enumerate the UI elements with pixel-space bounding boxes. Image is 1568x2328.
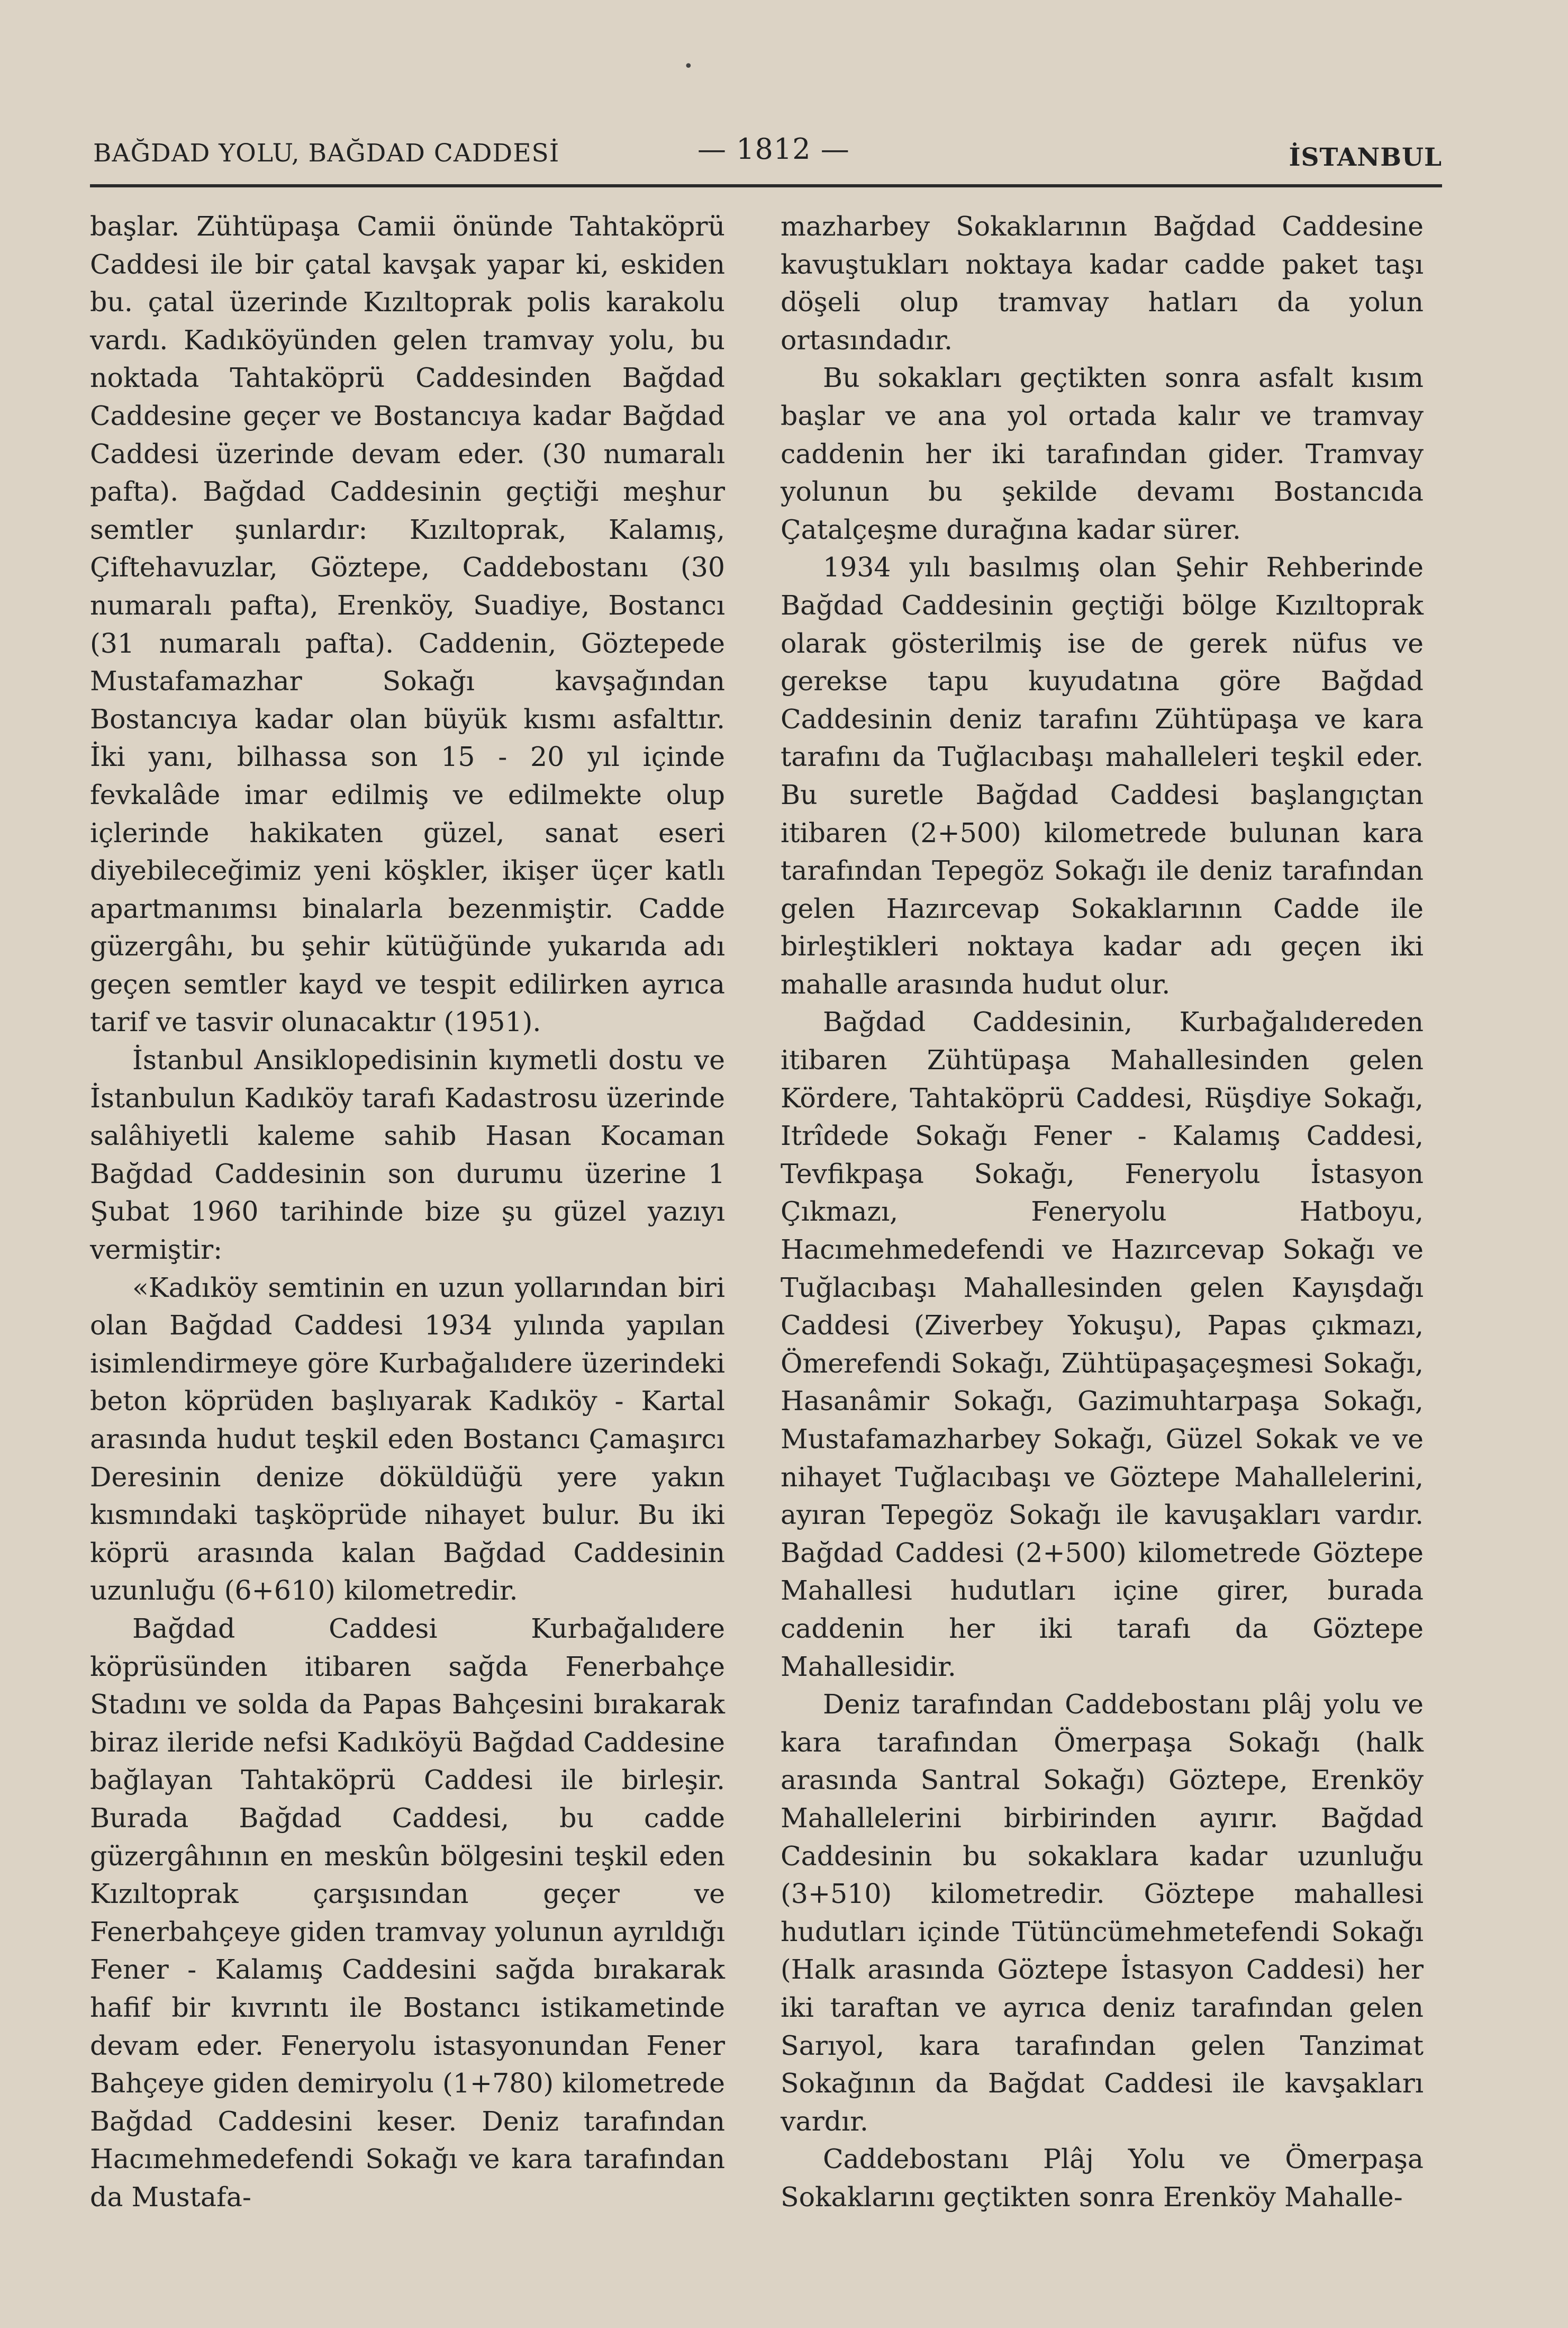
paragraph: Bağdad Caddesi Kurbağalıdere köprüsünden itibaren sağda Fenerbahçe Stadını ve solda da Papas Bahçesini bırakarak biraz ileride nefsi Kadıköyü Bağdad Caddesine bağlayan Tahtaköprü Caddesi ile birleşir. Burada Bağdad Caddesi, bu cadde güzergâhının en meskûn bölgesini teşkil eden Kızıltoprak çarşısından geçer ve Fenerbahçeye giden tramvay yolunun ayrıldığı Fener - Kalamış Caddesini sağda bırakarak hafif bir kıvrıntı ile Bostancı istikametinde devam eder. Feneryolu istasyonundan Fener Bahçeye giden demiryolu (1+780) kilometrede Bağdad Caddesini keser. Deniz tarafından Hacımehmedefendi Sokağı ve kara tarafından da Mustafa- — [90, 1612, 725, 2213]
paragraph: İstanbul Ansiklopedisinin kıymetli dostu ve İstanbulun Kadıköy tarafı Kadastrosu üzerinde salâhiyetli kaleme sahib Hasan Kocaman Bağdad Caddesinin son durumu üzerine 1 Şubat 1960 tarihinde bize şu güzel yazıyı vermiştir: — [90, 1044, 725, 1266]
left-column — [90, 207, 725, 2216]
paragraph: Bağdad Caddesinin, Kurbağalıdereden itibaren Zühtüpaşa Mahallesinden gelen Kördere, Tahtaköprü Caddesi, Rüşdiye Sokağı, Itrîdede Sokağı Fener - Kalamış Caddesi, Tevfikpaşa Sokağı, Feneryolu İstasyon Çıkmazı, Feneryolu Hatboyu, Hacımehmedefendi ve Hazırcevap Sokağı ve Tuğlacıbaşı Mahallesinden gelen Kayışdağı Caddesi (Ziverbey Yokuşu), Papas çıkmazı, Ömerefendi Sokağı, Zühtüpaşaçeşmesi Sokağı, Hasanâmir Sokağı, Gazimuhtarpaşa Sokağı, Mustafamazharbey Sokağı, Güzel Sokak ve ve nihayet Tuğlacıbaşı ve Göztepe Mahallelerini, ayıran Tepegöz Sokağı ile kavuşakları vardır. Bağdad Caddesi (2+500) kilometrede Göztepe Mahallesi hudutları içine girer, burada caddenin her iki tarafı da Göztepe Mahallesidir. — [781, 1006, 1424, 1682]
header-rule — [90, 184, 1442, 187]
header-volume-title: İSTANBUL — [1289, 143, 1442, 172]
paragraph: Bu sokakları geçtikten sonra asfalt kısım başlar ve ana yol ortada kalır ve tramvay caddenin her iki tarafından gider. Tramvay yolunun bu şekilde devamı Bostancıda Çatalçeşme durağına kadar sürer. — [781, 362, 1424, 545]
paragraph: Caddebostanı Plâj Yolu ve Ömerpaşa Sokaklarını geçtikten sonra Erenköy Mahalle- — [781, 2143, 1424, 2213]
header-section-title: BAĞDAD YOLU, BAĞDAD CADDESİ — [93, 139, 560, 168]
paragraph: mazharbey Sokaklarının Bağdad Caddesine kavuştukları noktaya kadar cadde paket taşı döşeli olup tramvay hatları da yolun ortasındadır. — [781, 211, 1424, 356]
paragraph: «Kadıköy semtinin en uzun yollarından biri olan Bağdad Caddesi 1934 yılında yapılan isimlendirmeye göre Kurbağalıdere üzerindeki beton köprüden başlıyarak Kadıköy - Kartal arasında hudut teşkil eden Bostancı Çamaşırcı Deresinin denize döküldüğü yere yakın kısmındaki taşköprüde nihayet bulur. Bu iki köprü arasında kalan Bağdad Caddesinin uzunluğu (6+610) kilometredir. — [90, 1271, 725, 1607]
paragraph: Deniz tarafından Caddebostanı plâj yolu ve kara tarafından Ömerpaşa Sokağı (halk arasında Santral Sokağı) Göztepe, Erenköy Mahallelerini birbirinden ayırır. Bağdad Caddesinin bu sokaklara kadar uzunluğu (3+510) kilometredir. Göztepe mahallesi hudutları içinde Tütüncümehmetefendi Sokağı (Halk arasında Göztepe İstasyon Caddesi) her iki taraftan ve ayrıca deniz tarafından gelen Sarıyol, kara tarafından gelen Tanzimat Sokağının da Bağdat Caddesi ile kavşakları vardır. — [781, 1689, 1424, 2137]
right-column — [781, 207, 1424, 2216]
paragraph: 1934 yılı basılmış olan Şehir Rehberinde Bağdad Caddesinin geçtiği bölge Kızıltoprak olarak gösterilmiş ise de gerek nüfus ve gerekse tapu kuyudatına göre Bağdad Caddesinin deniz tarafını Zühtüpaşa ve kara tarafını da Tuğlacıbaşı mahalleleri teşkil eder. Bu suretle Bağdad Caddesi başlangıçtan itibaren (2+500) kilometrede bulunan kara tarafından Tepegöz Sokağı ile deniz tarafından gelen Hazırcevap Sokaklarının Cadde ile birleştikleri noktaya kadar adı geçen iki mahalle arasında hudut olur. — [781, 552, 1424, 1000]
page-number: — 1812 — — [697, 132, 850, 166]
running-header — [90, 132, 1442, 180]
print-speck: • — [684, 57, 693, 76]
paragraph: başlar. Zühtüpaşa Camii önünde Tahtaköprü Caddesi ile bir çatal kavşak yapar ki, eskiden bu. çatal üzerinde Kızıltoprak polis karakolu vardı. Kadıköyünden gelen tramvay yolu, bu noktada Tahtaköprü Caddesinden Bağdad Caddesine geçer ve Bostancıya kadar Bağdad Caddesi üzerinde devam eder. (30 numaralı pafta). Bağdad Caddesinin geçtiği meşhur semtler şunlardır: Kızıltoprak, Kalamış, Çiftehavuzlar, Göztepe, Caddebostanı (30 numaralı pafta), Erenköy, Suadiye, Bostancı (31 numaralı pafta). Caddenin, Göztepede Mustafamazhar Sokağı kavşağından Bostancıya kadar olan büyük kısmı asfalttır. İki yanı, bilhassa son 15 - 20 yıl içinde fevkalâde imar edilmiş ve edilmekte olup içlerinde hakikaten güzel, sanat eseri diyebileceğimiz yeni köşkler, ikişer üçer katlı apartmanımsı binalarla bezenmiştir. Cadde güzergâhı, bu şehir kütüğünde yukarıda adı geçen semtler kayd ve tespit edilirken ayrıca tarif ve tasvir olunacaktır (1951). — [90, 211, 725, 1038]
